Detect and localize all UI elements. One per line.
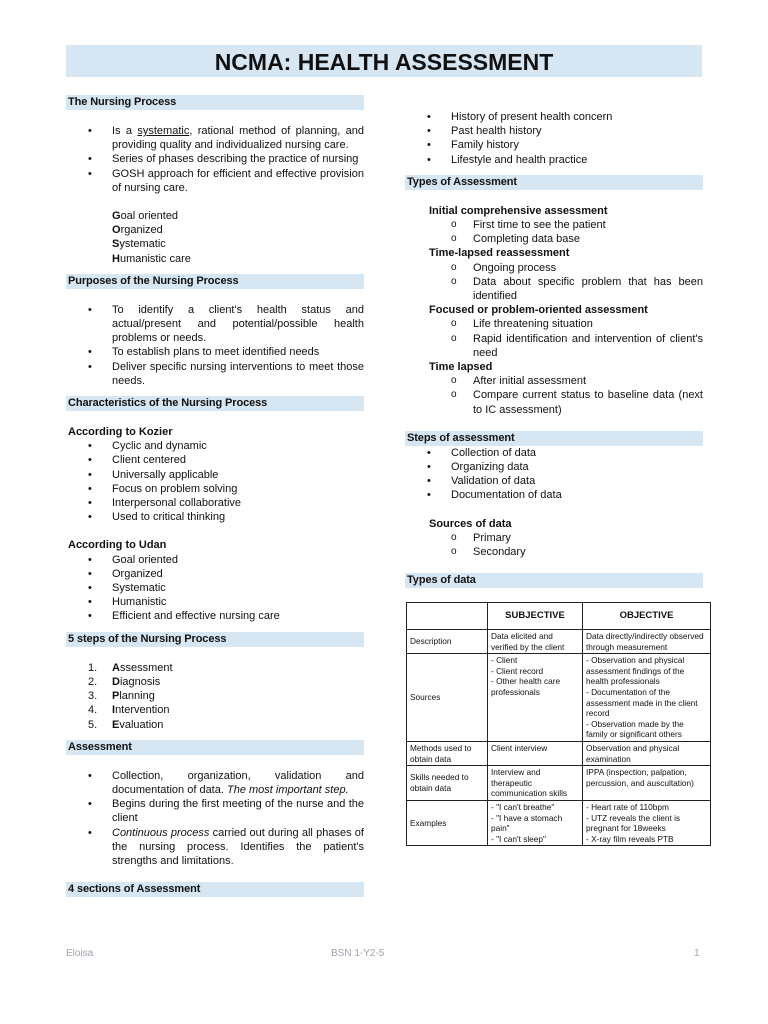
list-item: • Humanistic xyxy=(66,595,364,609)
footer-page-number: 1 xyxy=(694,948,700,959)
footer-author: Eloisa xyxy=(66,948,94,959)
table-header-row xyxy=(407,603,711,630)
list-item: • GOSH approach for efficient and effective provision of nursing care. xyxy=(66,167,364,195)
list-item: 4. Intervention xyxy=(88,704,170,717)
section-heading-assessment: Assessment xyxy=(66,740,364,755)
gosh-line: Humanistic care xyxy=(112,252,191,265)
gosh-line: Goal oriented xyxy=(112,210,179,223)
assessment-type-label: Time-lapsed reassessment xyxy=(429,247,570,260)
list-item: 5. Evaluation xyxy=(88,718,164,731)
row-label: Description xyxy=(407,630,488,654)
column-header-objective: OBJECTIVE xyxy=(583,603,711,630)
list-item: • Client centered xyxy=(66,453,364,467)
list-item: o Primary xyxy=(405,531,703,545)
list-item: • Organizing data xyxy=(405,460,703,474)
row-label: Examples xyxy=(407,800,488,845)
list-item: • Organized xyxy=(66,567,364,581)
gosh-line: Systematic xyxy=(112,238,166,251)
section-heading-characteristics: Characteristics of the Nursing Process xyxy=(66,396,364,411)
section-heading-types-data: Types of data xyxy=(405,573,703,588)
list-item: 2. Diagnosis xyxy=(88,675,161,688)
five-steps-list xyxy=(66,661,364,732)
column-header-subjective: SUBJECTIVE xyxy=(488,603,583,630)
list-item: o Secondary xyxy=(405,545,703,559)
list-item: o Completing data base xyxy=(405,232,703,246)
list-item: • Goal oriented xyxy=(66,553,364,567)
list-item: • History of present health concern xyxy=(405,110,703,124)
list-item: o Life threatening situation xyxy=(405,317,703,331)
section-heading-four-sections: 4 sections of Assessment xyxy=(66,882,364,897)
assessment-type-label: Time lapsed xyxy=(429,361,493,374)
page-title: NCMA: HEALTH ASSESSMENT xyxy=(66,45,702,77)
objective-cell: - Heart rate of 110bpm - UTZ reveals the client is pregnant for 18weeks - X-ray film reveals PTB xyxy=(583,800,711,845)
list-item: • Focus on problem solving xyxy=(66,482,364,496)
subjective-cell: Data elicited and verified by the client xyxy=(488,630,583,654)
nursing-process-list xyxy=(66,124,364,195)
list-item: • Begins during the first meeting of the nurse and the client xyxy=(66,797,364,825)
row-label: Sources xyxy=(407,654,488,742)
sources-list xyxy=(405,531,703,559)
assessment-type-label: Initial comprehensive assessment xyxy=(429,204,608,217)
list-item: • Documentation of data xyxy=(405,488,703,502)
table-row xyxy=(407,766,711,801)
assessment-type-list xyxy=(405,218,703,246)
list-item: o Data about specific problem that has been identified xyxy=(405,275,703,303)
list-item: o Compare current status to baseline data (next to IC assessment) xyxy=(405,388,703,416)
gosh-line: Organized xyxy=(112,224,163,237)
list-item: • Is a systematic, rational method of planning, and providing quality and individualized nursing care. xyxy=(66,124,364,152)
list-item: • Validation of data xyxy=(405,474,703,488)
assessment-type-list xyxy=(405,374,703,417)
list-item: • Deliver specific nursing interventions to meet those needs. xyxy=(66,360,364,388)
row-label: Methods used to obtain data xyxy=(407,741,488,765)
list-item: • Continuous process carried out during all phases of the nursing process. Identifies the patient's strengths and limitations. xyxy=(66,826,364,869)
objective-cell: Data directly/indirectly observed through measurement xyxy=(583,630,711,654)
list-item: • Cyclic and dynamic xyxy=(66,439,364,453)
list-item: • Interpersonal collaborative xyxy=(66,496,364,510)
list-item: • Family history xyxy=(405,138,703,152)
left-column xyxy=(66,95,364,897)
footer-course: BSN 1-Y2-5 xyxy=(331,948,385,959)
list-item: • Series of phases describing the practice of nursing xyxy=(66,152,364,166)
udan-list xyxy=(66,553,364,624)
list-item: • Systematic xyxy=(66,581,364,595)
list-item: 1. Assessment xyxy=(88,661,173,674)
assessment-type-list xyxy=(405,317,703,360)
gosh-acronym xyxy=(66,209,364,266)
section-heading-nursing-process: The Nursing Process xyxy=(66,95,364,110)
list-item: • Collection, organization, validation and documentation of data. The most important step. xyxy=(66,769,364,797)
list-item: o After initial assessment xyxy=(405,374,703,388)
subjective-cell: Client interview xyxy=(488,741,583,765)
types-of-data-table xyxy=(406,602,711,846)
table-row xyxy=(407,654,711,742)
assessment-list xyxy=(66,769,364,868)
objective-cell: Observation and physical examination xyxy=(583,741,711,765)
table-row xyxy=(407,800,711,845)
sources-label: Sources of data xyxy=(429,517,512,530)
assessment-type-label: Focused or problem-oriented assessment xyxy=(429,304,648,317)
udan-label: According to Udan xyxy=(68,539,167,552)
assessment-sections-list xyxy=(405,110,703,167)
list-item: • Universally applicable xyxy=(66,468,364,482)
subjective-cell: - Client - Client record - Other health care professionals xyxy=(488,654,583,742)
list-item: o Ongoing process xyxy=(405,261,703,275)
table-row xyxy=(407,741,711,765)
list-item: • To establish plans to meet identified needs xyxy=(66,345,364,359)
purposes-list xyxy=(66,303,364,388)
list-item: • Efficient and effective nursing care xyxy=(66,609,364,623)
right-column xyxy=(405,110,703,588)
table-corner-cell xyxy=(407,603,488,630)
assessment-type-list xyxy=(405,261,703,304)
row-label: Skills needed to obtain data xyxy=(407,766,488,801)
section-heading-purposes: Purposes of the Nursing Process xyxy=(66,274,364,289)
objective-cell: - Observation and physical assessment findings of the health professionals - Documentation of the assessment made in the client record - Observation made by the family or significant others xyxy=(583,654,711,742)
section-heading-five-steps: 5 steps of the Nursing Process xyxy=(66,632,364,647)
list-item: 3. Planning xyxy=(88,690,155,703)
list-item: • Past health history xyxy=(405,124,703,138)
section-heading-types-assessment: Types of Assessment xyxy=(405,175,703,190)
list-item: o First time to see the patient xyxy=(405,218,703,232)
steps-assessment-list xyxy=(405,446,703,503)
subjective-cell: - "I can't breathe" - "I have a stomach pain" - "I can't sleep" xyxy=(488,800,583,845)
table-row xyxy=(407,630,711,654)
list-item: • Collection of data xyxy=(405,446,703,460)
objective-cell: IPPA (inspection, palpation, percussion, and auscultation) xyxy=(583,766,711,801)
section-heading-steps-assessment: Steps of assessment xyxy=(405,431,703,446)
list-item: • Used to critical thinking xyxy=(66,510,364,524)
list-item: • Lifestyle and health practice xyxy=(405,153,703,167)
list-item: o Rapid identification and intervention of client's need xyxy=(405,332,703,360)
subjective-cell: Interview and therapeutic communication skills xyxy=(488,766,583,801)
kozier-list xyxy=(66,439,364,524)
list-item: • To identify a client's health status and actual/present and potential/possible health problems or needs. xyxy=(66,303,364,346)
kozier-label: According to Kozier xyxy=(68,426,173,439)
